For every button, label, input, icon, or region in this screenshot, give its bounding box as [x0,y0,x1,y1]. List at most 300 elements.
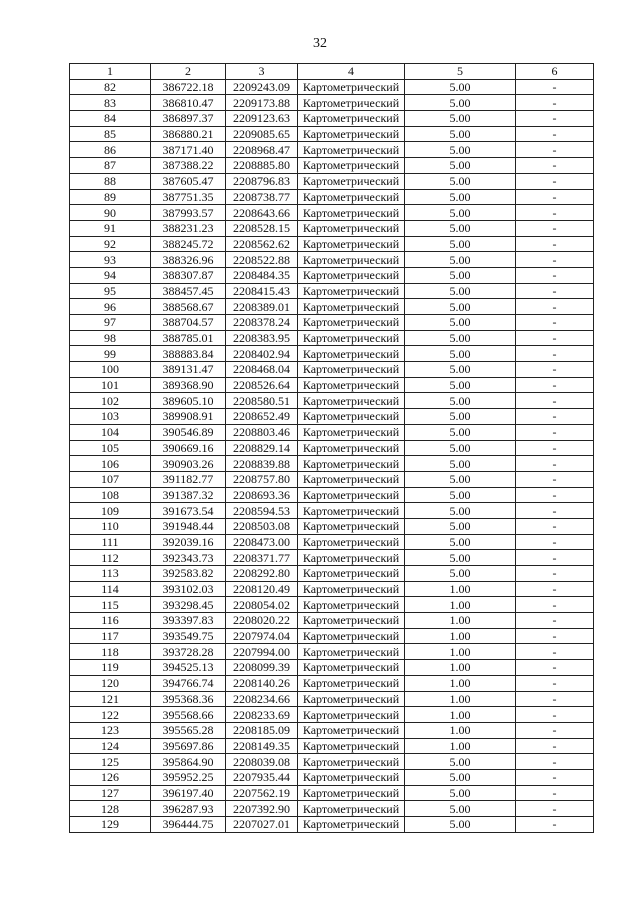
y-coordinate-cell: 2208693.36 [226,487,298,503]
accuracy-cell: 5.00 [405,173,516,189]
y-coordinate-cell: 2209123.63 [226,111,298,127]
method-cell: Картометрический [298,597,405,613]
column-header-y: 3 [226,64,298,80]
method-cell: Картометрический [298,393,405,409]
x-coordinate-cell: 389131.47 [151,362,226,378]
accuracy-cell: 1.00 [405,644,516,660]
method-cell: Картометрический [298,722,405,738]
method-cell: Картометрический [298,550,405,566]
method-cell: Картометрический [298,79,405,95]
y-coordinate-cell: 2208738.77 [226,189,298,205]
method-cell: Картометрический [298,440,405,456]
table-header [70,64,594,80]
description-cell: - [516,205,594,221]
description-cell: - [516,613,594,629]
x-coordinate-cell: 386722.18 [151,79,226,95]
method-cell: Картометрический [298,566,405,582]
description-cell: - [516,487,594,503]
y-coordinate-cell: 2208371.77 [226,550,298,566]
x-coordinate-cell: 387605.47 [151,173,226,189]
table-row [70,471,594,487]
description-cell: - [516,189,594,205]
y-coordinate-cell: 2208526.64 [226,377,298,393]
y-coordinate-cell: 2208039.08 [226,754,298,770]
table-row [70,487,594,503]
table-row [70,283,594,299]
method-cell: Картометрический [298,189,405,205]
description-cell: - [516,111,594,127]
method-cell: Картометрический [298,534,405,550]
column-header-method: 4 [298,64,405,80]
table-row [70,330,594,346]
method-cell: Картометрический [298,173,405,189]
description-cell: - [516,377,594,393]
description-cell: - [516,79,594,95]
accuracy-cell: 1.00 [405,722,516,738]
x-coordinate-cell: 394766.74 [151,675,226,691]
y-coordinate-cell: 2208594.53 [226,503,298,519]
y-coordinate-cell: 2208185.09 [226,722,298,738]
method-cell: Картометрический [298,754,405,770]
y-coordinate-cell: 2208402.94 [226,346,298,362]
accuracy-cell: 5.00 [405,362,516,378]
accuracy-cell: 5.00 [405,126,516,142]
accuracy-cell: 5.00 [405,236,516,252]
accuracy-cell: 1.00 [405,581,516,597]
y-coordinate-cell: 2207935.44 [226,769,298,785]
accuracy-cell: 5.00 [405,785,516,801]
table-row [70,503,594,519]
point-number-cell: 120 [70,675,151,691]
y-coordinate-cell: 2208149.35 [226,738,298,754]
method-cell: Картометрический [298,315,405,331]
description-cell: - [516,424,594,440]
accuracy-cell: 5.00 [405,142,516,158]
table-row [70,691,594,707]
method-cell: Картометрический [298,691,405,707]
point-number-cell: 122 [70,707,151,723]
method-cell: Картометрический [298,142,405,158]
point-number-cell: 119 [70,660,151,676]
method-cell: Картометрический [298,707,405,723]
accuracy-cell: 5.00 [405,315,516,331]
description-cell: - [516,785,594,801]
point-number-cell: 85 [70,126,151,142]
description-cell: - [516,173,594,189]
method-cell: Картометрический [298,424,405,440]
method-cell: Картометрический [298,581,405,597]
method-cell: Картометрический [298,126,405,142]
description-cell: - [516,126,594,142]
table-row [70,769,594,785]
accuracy-cell: 5.00 [405,566,516,582]
y-coordinate-cell: 2208233.69 [226,707,298,723]
point-number-cell: 107 [70,471,151,487]
method-cell: Картометрический [298,487,405,503]
accuracy-cell: 5.00 [405,283,516,299]
point-number-cell: 86 [70,142,151,158]
description-cell: - [516,236,594,252]
point-number-cell: 84 [70,111,151,127]
y-coordinate-cell: 2208378.24 [226,315,298,331]
accuracy-cell: 5.00 [405,817,516,833]
x-coordinate-cell: 393549.75 [151,628,226,644]
table-row [70,79,594,95]
accuracy-cell: 5.00 [405,393,516,409]
table-row [70,534,594,550]
x-coordinate-cell: 390669.16 [151,440,226,456]
point-number-cell: 106 [70,456,151,472]
point-number-cell: 92 [70,236,151,252]
x-coordinate-cell: 395864.90 [151,754,226,770]
point-number-cell: 117 [70,628,151,644]
accuracy-cell: 5.00 [405,518,516,534]
description-cell: - [516,471,594,487]
x-coordinate-cell: 388704.57 [151,315,226,331]
accuracy-cell: 5.00 [405,550,516,566]
method-cell: Картометрический [298,628,405,644]
accuracy-cell: 5.00 [405,456,516,472]
table-row [70,785,594,801]
x-coordinate-cell: 386897.37 [151,111,226,127]
column-header-x: 2 [151,64,226,80]
table-row [70,424,594,440]
table-row [70,346,594,362]
x-coordinate-cell: 388245.72 [151,236,226,252]
accuracy-cell: 1.00 [405,597,516,613]
y-coordinate-cell: 2208562.62 [226,236,298,252]
point-number-cell: 89 [70,189,151,205]
accuracy-cell: 5.00 [405,424,516,440]
x-coordinate-cell: 395697.86 [151,738,226,754]
table-row [70,754,594,770]
table-row [70,597,594,613]
y-coordinate-cell: 2208652.49 [226,409,298,425]
x-coordinate-cell: 391673.54 [151,503,226,519]
x-coordinate-cell: 388785.01 [151,330,226,346]
description-cell: - [516,707,594,723]
y-coordinate-cell: 2208473.00 [226,534,298,550]
accuracy-cell: 1.00 [405,691,516,707]
point-number-cell: 88 [70,173,151,189]
table-row [70,550,594,566]
table-row [70,738,594,754]
point-number-cell: 91 [70,220,151,236]
method-cell: Картометрический [298,738,405,754]
x-coordinate-cell: 387993.57 [151,205,226,221]
point-number-cell: 87 [70,158,151,174]
x-coordinate-cell: 392039.16 [151,534,226,550]
accuracy-cell: 1.00 [405,675,516,691]
table-row [70,707,594,723]
method-cell: Картометрический [298,660,405,676]
description-cell: - [516,158,594,174]
x-coordinate-cell: 389908.91 [151,409,226,425]
point-number-cell: 105 [70,440,151,456]
method-cell: Картометрический [298,675,405,691]
table-row [70,628,594,644]
description-cell: - [516,738,594,754]
y-coordinate-cell: 2207027.01 [226,817,298,833]
description-cell: - [516,362,594,378]
y-coordinate-cell: 2208099.39 [226,660,298,676]
x-coordinate-cell: 388307.87 [151,267,226,283]
accuracy-cell: 5.00 [405,95,516,111]
x-coordinate-cell: 393298.45 [151,597,226,613]
table-row [70,173,594,189]
description-cell: - [516,817,594,833]
y-coordinate-cell: 2208643.66 [226,205,298,221]
x-coordinate-cell: 388231.23 [151,220,226,236]
point-number-cell: 90 [70,205,151,221]
y-coordinate-cell: 2208796.83 [226,173,298,189]
table-row [70,142,594,158]
x-coordinate-cell: 387171.40 [151,142,226,158]
accuracy-cell: 5.00 [405,252,516,268]
table-row [70,315,594,331]
x-coordinate-cell: 395368.36 [151,691,226,707]
x-coordinate-cell: 386880.21 [151,126,226,142]
point-number-cell: 95 [70,283,151,299]
method-cell: Картометрический [298,644,405,660]
y-coordinate-cell: 2208503.08 [226,518,298,534]
table-row [70,377,594,393]
point-number-cell: 82 [70,79,151,95]
table-row [70,267,594,283]
column-header-accuracy: 5 [405,64,516,80]
point-number-cell: 102 [70,393,151,409]
method-cell: Картометрический [298,299,405,315]
point-number-cell: 99 [70,346,151,362]
y-coordinate-cell: 2208580.51 [226,393,298,409]
column-header-point-number: 1 [70,64,151,80]
method-cell: Картометрический [298,252,405,268]
table-row [70,518,594,534]
method-cell: Картометрический [298,95,405,111]
method-cell: Картометрический [298,503,405,519]
point-number-cell: 110 [70,518,151,534]
description-cell: - [516,597,594,613]
description-cell: - [516,503,594,519]
point-number-cell: 127 [70,785,151,801]
point-number-cell: 115 [70,597,151,613]
point-number-cell: 121 [70,691,151,707]
y-coordinate-cell: 2208140.26 [226,675,298,691]
accuracy-cell: 1.00 [405,660,516,676]
description-cell: - [516,628,594,644]
point-number-cell: 114 [70,581,151,597]
method-cell: Картометрический [298,362,405,378]
accuracy-cell: 5.00 [405,205,516,221]
table-row [70,205,594,221]
table-row [70,644,594,660]
point-number-cell: 103 [70,409,151,425]
table-row [70,675,594,691]
x-coordinate-cell: 389368.90 [151,377,226,393]
header-row [70,64,594,80]
point-number-cell: 113 [70,566,151,582]
point-number-cell: 100 [70,362,151,378]
method-cell: Картометрический [298,267,405,283]
table-row [70,220,594,236]
description-cell: - [516,220,594,236]
table-row [70,189,594,205]
accuracy-cell: 5.00 [405,534,516,550]
description-cell: - [516,95,594,111]
y-coordinate-cell: 2209173.88 [226,95,298,111]
accuracy-cell: 1.00 [405,738,516,754]
point-number-cell: 94 [70,267,151,283]
description-cell: - [516,660,594,676]
accuracy-cell: 5.00 [405,471,516,487]
table-row [70,660,594,676]
accuracy-cell: 1.00 [405,628,516,644]
x-coordinate-cell: 395568.66 [151,707,226,723]
accuracy-cell: 5.00 [405,487,516,503]
x-coordinate-cell: 388326.96 [151,252,226,268]
method-cell: Картометрический [298,518,405,534]
x-coordinate-cell: 388568.67 [151,299,226,315]
x-coordinate-cell: 393102.03 [151,581,226,597]
table-row [70,817,594,833]
point-number-cell: 125 [70,754,151,770]
page-number: 32 [313,36,327,51]
accuracy-cell: 5.00 [405,330,516,346]
description-cell: - [516,142,594,158]
description-cell: - [516,691,594,707]
description-cell: - [516,393,594,409]
description-cell: - [516,675,594,691]
table-row [70,95,594,111]
description-cell: - [516,644,594,660]
x-coordinate-cell: 392583.82 [151,566,226,582]
point-number-cell: 108 [70,487,151,503]
point-number-cell: 98 [70,330,151,346]
x-coordinate-cell: 395565.28 [151,722,226,738]
method-cell: Картометрический [298,346,405,362]
y-coordinate-cell: 2208389.01 [226,299,298,315]
table-row [70,111,594,127]
description-cell: - [516,581,594,597]
description-cell: - [516,299,594,315]
x-coordinate-cell: 393397.83 [151,613,226,629]
point-number-cell: 124 [70,738,151,754]
accuracy-cell: 5.00 [405,754,516,770]
method-cell: Картометрический [298,205,405,221]
point-number-cell: 96 [70,299,151,315]
method-cell: Картометрический [298,283,405,299]
coordinates-table [69,63,594,833]
table-row [70,409,594,425]
y-coordinate-cell: 2208054.02 [226,597,298,613]
method-cell: Картометрический [298,158,405,174]
table-row [70,566,594,582]
x-coordinate-cell: 389605.10 [151,393,226,409]
table-row [70,613,594,629]
y-coordinate-cell: 2208803.46 [226,424,298,440]
y-coordinate-cell: 2207974.04 [226,628,298,644]
y-coordinate-cell: 2208468.04 [226,362,298,378]
table-row [70,299,594,315]
x-coordinate-cell: 387388.22 [151,158,226,174]
description-cell: - [516,252,594,268]
method-cell: Картометрический [298,111,405,127]
method-cell: Картометрический [298,471,405,487]
column-header-description: 6 [516,64,594,80]
y-coordinate-cell: 2208522.88 [226,252,298,268]
accuracy-cell: 5.00 [405,769,516,785]
x-coordinate-cell: 390903.26 [151,456,226,472]
y-coordinate-cell: 2208839.88 [226,456,298,472]
y-coordinate-cell: 2208415.43 [226,283,298,299]
x-coordinate-cell: 388883.84 [151,346,226,362]
description-cell: - [516,518,594,534]
table-row [70,456,594,472]
accuracy-cell: 5.00 [405,801,516,817]
point-number-cell: 116 [70,613,151,629]
description-cell: - [516,566,594,582]
point-number-cell: 101 [70,377,151,393]
description-cell: - [516,534,594,550]
y-coordinate-cell: 2208484.35 [226,267,298,283]
y-coordinate-cell: 2209243.09 [226,79,298,95]
accuracy-cell: 5.00 [405,346,516,362]
method-cell: Картометрический [298,769,405,785]
description-cell: - [516,722,594,738]
accuracy-cell: 1.00 [405,707,516,723]
table-body [70,79,594,832]
y-coordinate-cell: 2207562.19 [226,785,298,801]
y-coordinate-cell: 2208528.15 [226,220,298,236]
x-coordinate-cell: 392343.73 [151,550,226,566]
x-coordinate-cell: 391948.44 [151,518,226,534]
point-number-cell: 118 [70,644,151,660]
x-coordinate-cell: 386810.47 [151,95,226,111]
y-coordinate-cell: 2208968.47 [226,142,298,158]
table-row [70,158,594,174]
x-coordinate-cell: 387751.35 [151,189,226,205]
method-cell: Картометрический [298,801,405,817]
method-cell: Картометрический [298,785,405,801]
description-cell: - [516,315,594,331]
x-coordinate-cell: 388457.45 [151,283,226,299]
table-row [70,252,594,268]
table-row [70,362,594,378]
method-cell: Картометрический [298,236,405,252]
point-number-cell: 128 [70,801,151,817]
accuracy-cell: 5.00 [405,299,516,315]
method-cell: Картометрический [298,220,405,236]
method-cell: Картометрический [298,330,405,346]
table-row [70,722,594,738]
x-coordinate-cell: 391182.77 [151,471,226,487]
description-cell: - [516,267,594,283]
description-cell: - [516,801,594,817]
point-number-cell: 104 [70,424,151,440]
x-coordinate-cell: 390546.89 [151,424,226,440]
accuracy-cell: 5.00 [405,267,516,283]
y-coordinate-cell: 2207392.90 [226,801,298,817]
point-number-cell: 83 [70,95,151,111]
x-coordinate-cell: 396444.75 [151,817,226,833]
description-cell: - [516,283,594,299]
point-number-cell: 111 [70,534,151,550]
description-cell: - [516,440,594,456]
point-number-cell: 112 [70,550,151,566]
y-coordinate-cell: 2208383.95 [226,330,298,346]
y-coordinate-cell: 2208757.80 [226,471,298,487]
accuracy-cell: 5.00 [405,111,516,127]
